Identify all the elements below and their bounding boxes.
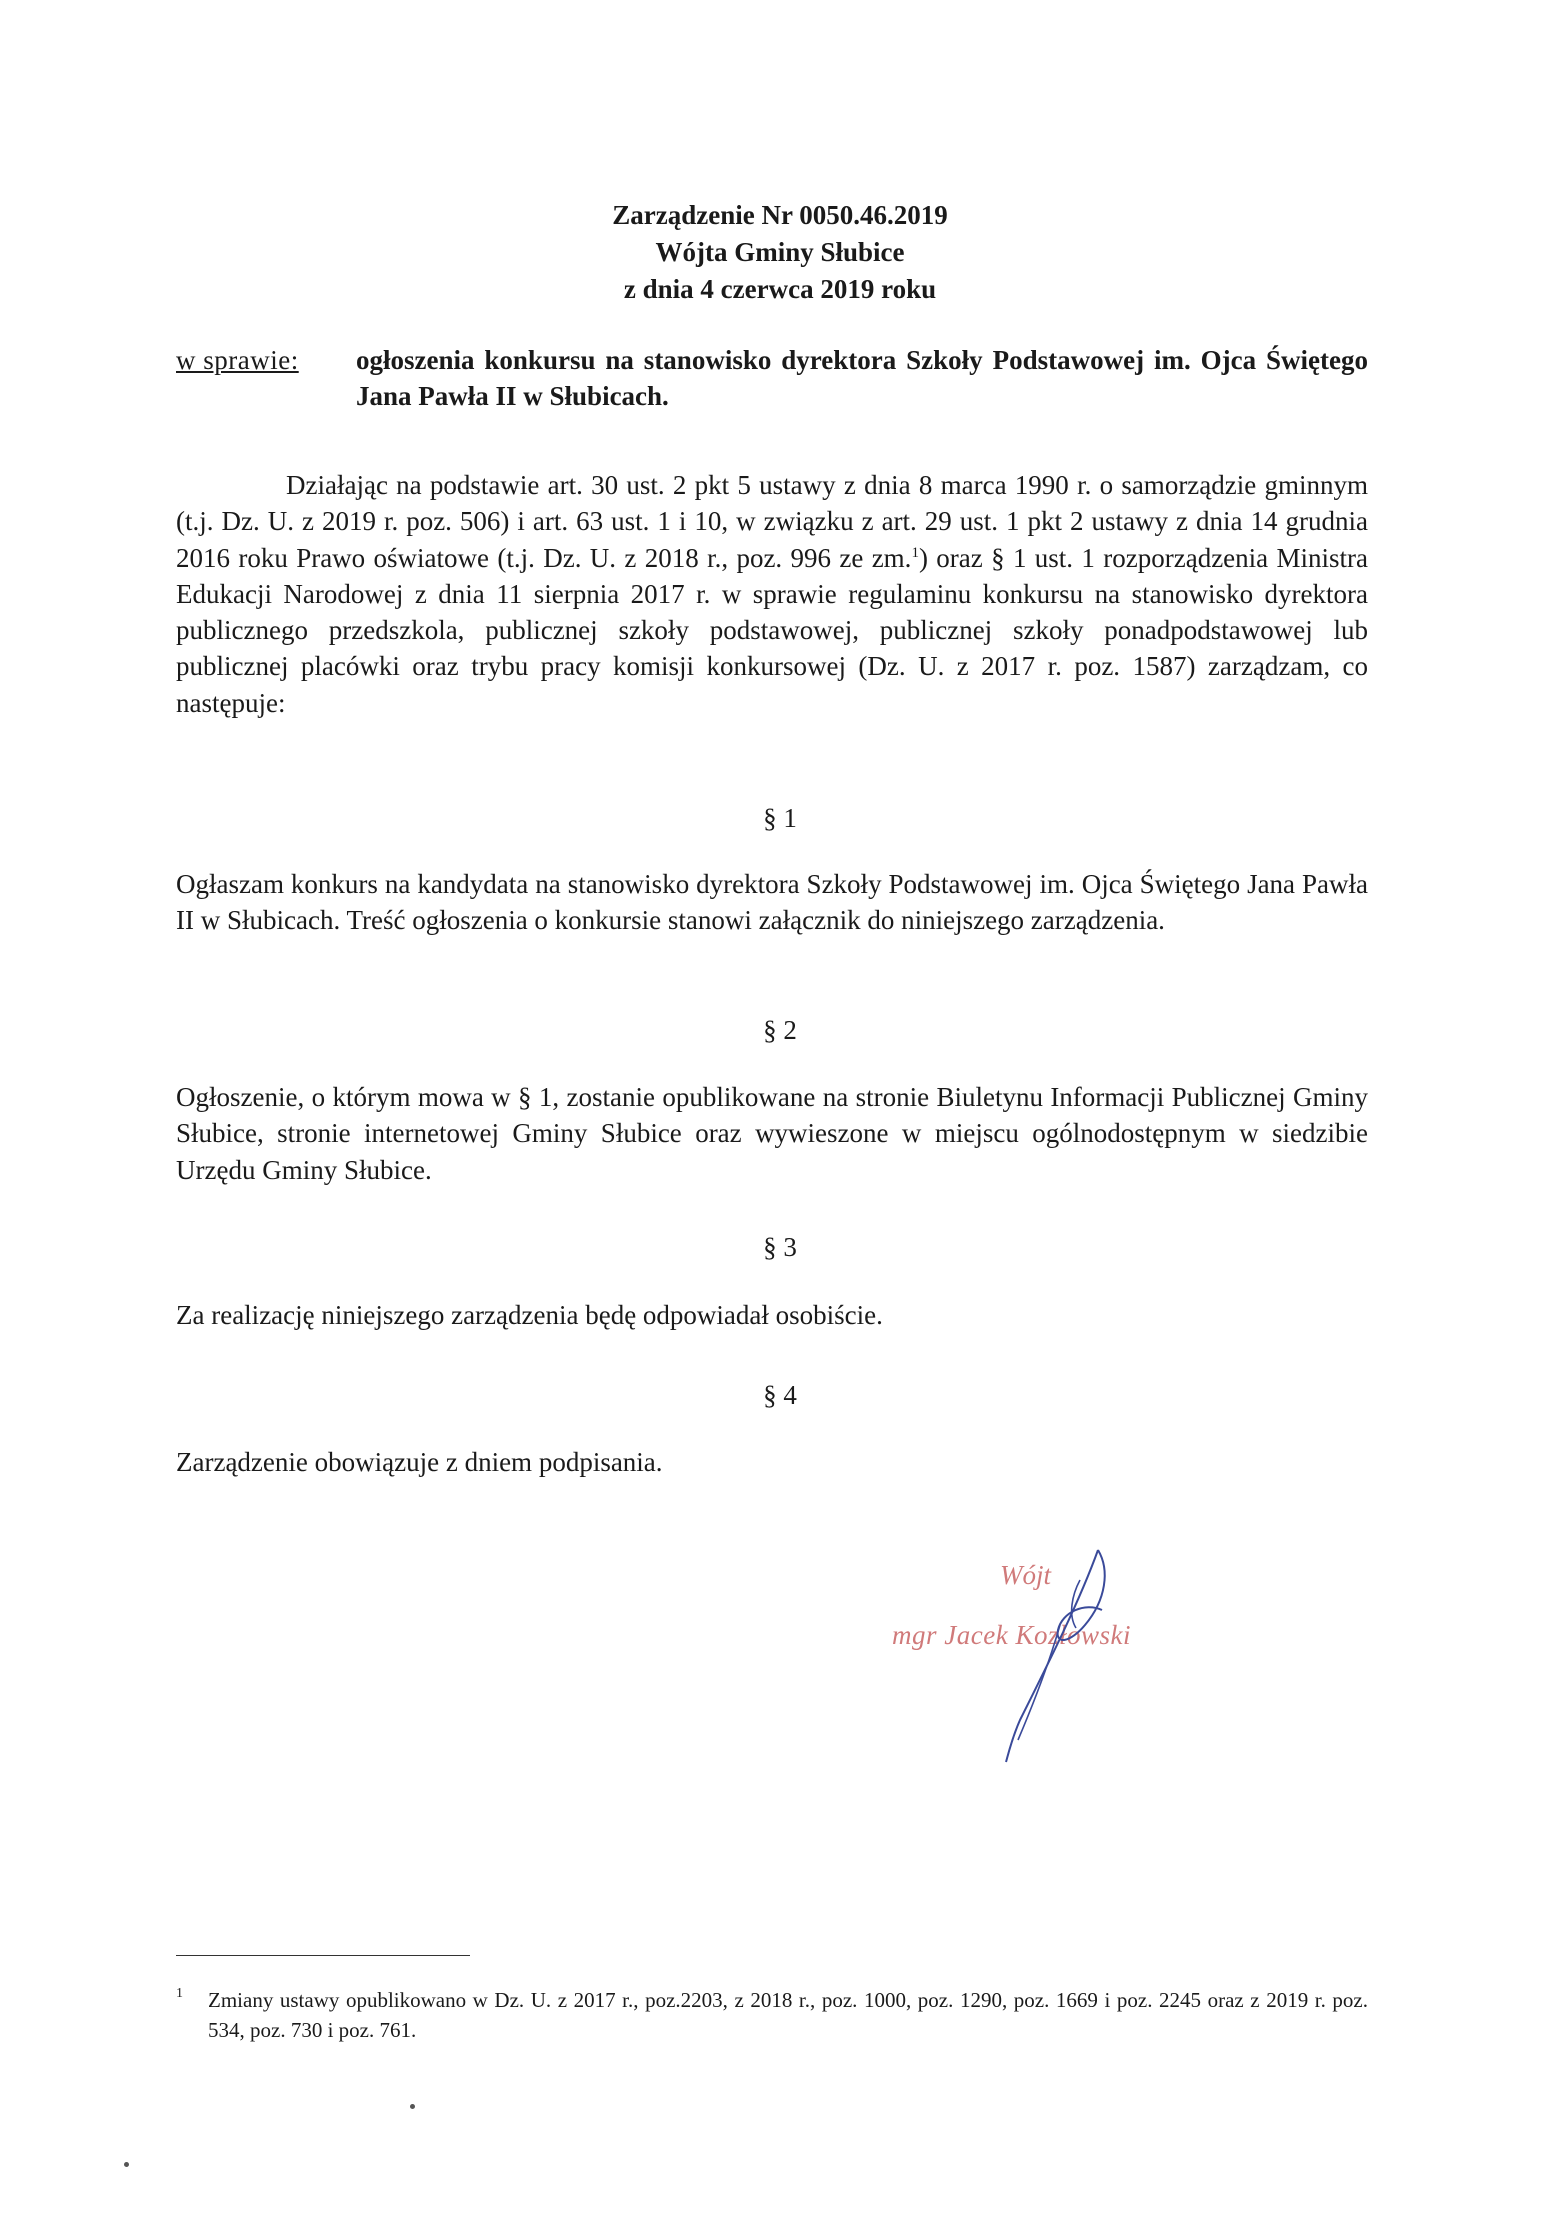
signature-name: mgr Jacek Kozłowski — [892, 1620, 1131, 1650]
section-mark-3: § 3 — [763, 1232, 797, 1262]
subject-text: ogłoszenia konkursu na stanowisko dyrektora Szkoły Podstawowej im. Ojca Świętego Jana Pawła II w Słubicach. — [356, 345, 1368, 411]
section-text-4: Zarządzenie obowiązuje z dniem podpisania. — [176, 1447, 663, 1477]
section-text-1: Ogłaszam konkurs na kandydata na stanowisko dyrektora Szkoły Podstawowej im. Ojca Świętego Jana Pawła II w Słubicach. Treść ogłoszenia o konkursie stanowi załącznik do niniejszego zarządzenia. — [176, 869, 1368, 936]
section-mark-4: § 4 — [763, 1380, 797, 1410]
signature-office: Wójt — [1000, 1560, 1051, 1590]
document-header — [0, 197, 1560, 308]
footnote-divider — [176, 1955, 470, 1956]
section-text-2: Ogłoszenie, o którym mowa w § 1, zostanie opublikowane na stronie Biuletynu Informacji Publicznej Gminy Słubice, stronie internetowej Gminy Słubice oraz wywieszone w miejscu ogólnodostępnym w siedzibie Urzędu Gminy Słubice. — [176, 1082, 1368, 1185]
footnote-text: Zmiany ustawy opublikowano w Dz. U. z 2017 r., poz.2203, z 2018 r., poz. 1000, poz. 1290, poz. 1669 i poz. 2245 oraz z 2019 r. poz. 534, poz. 730 i poz. 761. — [208, 1988, 1368, 2042]
signature-stamp — [880, 1540, 1240, 1770]
scan-speck — [124, 2162, 129, 2167]
legal-basis-paragraph — [176, 467, 1368, 721]
legal-basis-text-a: Działając na podstawie art. 30 ust. 2 pkt 5 ustawy z dnia 8 marca 1990 r. o samorządzie gminnym (t.j. Dz. U. z 2019 r. poz. 506) i art. 63 ust. 1 i 10, w związku z art. 29 ust. 1 pkt 2 ustawy z dnia 14 grudnia 2016 roku Prawo oświatowe (t.j. Dz. U. z 2018 r., poz. 996 ze zm. — [176, 470, 1368, 573]
subject-label: w sprawie: — [176, 345, 299, 375]
legal-basis-text-b: ) oraz § 1 ust. 1 rozporządzenia Ministra Edukacji Narodowej z dnia 11 sierpnia 2017 r. w sprawie regulaminu konkursu na stanowisko dyrektora publicznego przedszkola, publicznej szkoły podstawowej, publicznej szkoły ponadpodstawowej lub publicznej placówki oraz trybu pracy komisji konkursowej (Dz. U. z 2017 r. poz. 1587) zarządzam, co następuje: — [176, 542, 1368, 718]
footnote-mark: 1 — [176, 1986, 183, 2001]
footnote — [176, 1985, 1368, 2045]
footnote-reference: 1 — [911, 544, 919, 561]
section-mark-2: § 2 — [763, 1015, 797, 1045]
issuer: Wójta Gminy Słubice — [655, 237, 905, 267]
section-text-3: Za realizację niniejszego zarządzenia będę odpowiadał osobiście. — [176, 1300, 883, 1330]
issue-date: z dnia 4 czerwca 2019 roku — [623, 274, 937, 304]
handwritten-signature — [880, 1540, 1240, 1770]
section-mark-1: § 1 — [763, 803, 797, 833]
scan-speck — [410, 2104, 415, 2109]
order-number: Zarządzenie Nr 0050.46.2019 — [612, 200, 948, 230]
subject-line — [176, 342, 1368, 414]
